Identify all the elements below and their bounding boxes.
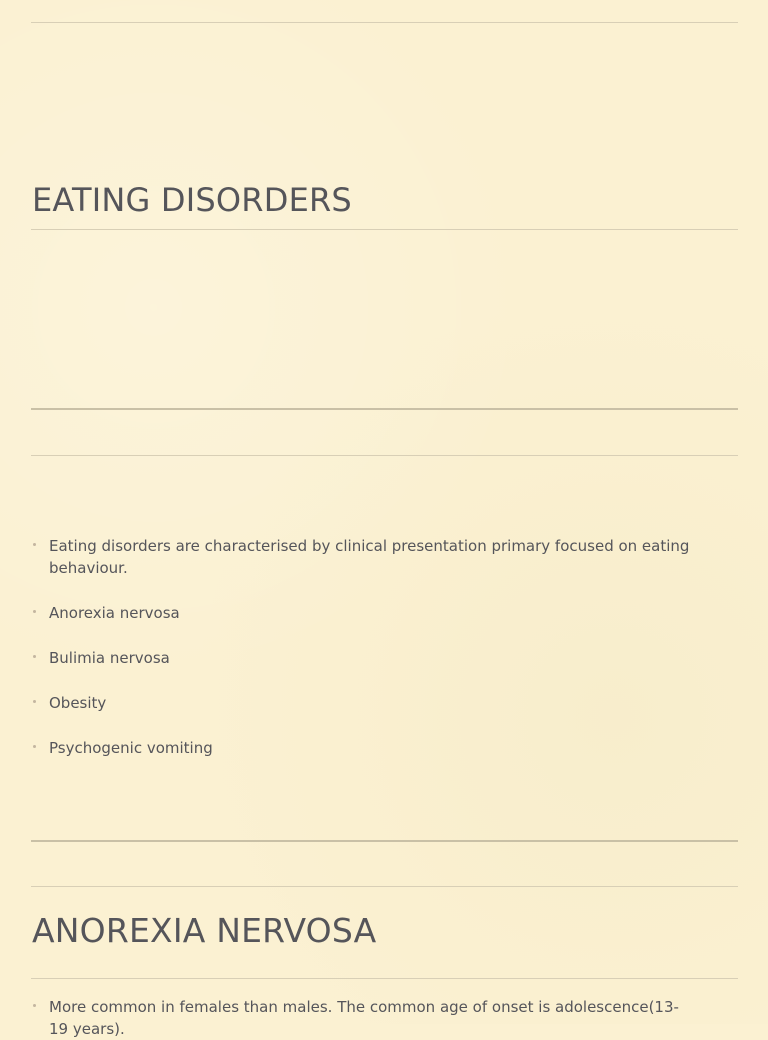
list-item: More common in females than males. The common age of onset is adolescence(13-19 years). <box>31 996 691 1040</box>
slide-separator <box>31 840 738 842</box>
title-underline <box>31 229 738 230</box>
top-rule <box>31 455 738 456</box>
bullet-list <box>31 996 691 1040</box>
slide-title: ANOREXIA NERVOSA <box>32 911 377 950</box>
title-underline <box>31 978 738 979</box>
bullet-icon <box>33 700 36 703</box>
bullet-icon <box>33 543 36 546</box>
bullet-icon <box>33 610 36 613</box>
bullet-list <box>31 535 691 782</box>
list-item: Anorexia nervosa <box>31 602 691 624</box>
top-rule <box>31 22 738 23</box>
list-item: Bulimia nervosa <box>31 647 691 669</box>
list-item: Obesity <box>31 692 691 714</box>
slide-title: EATING DISORDERS <box>32 181 352 219</box>
bullet-icon <box>33 1004 36 1007</box>
bullet-icon <box>33 655 36 658</box>
list-item: Eating disorders are characterised by clinical presentation primary focused on eating behaviour. <box>31 535 691 579</box>
top-rule <box>31 886 738 887</box>
bullet-icon <box>33 745 36 748</box>
list-item: Psychogenic vomiting <box>31 737 691 759</box>
slide-separator <box>31 408 738 410</box>
